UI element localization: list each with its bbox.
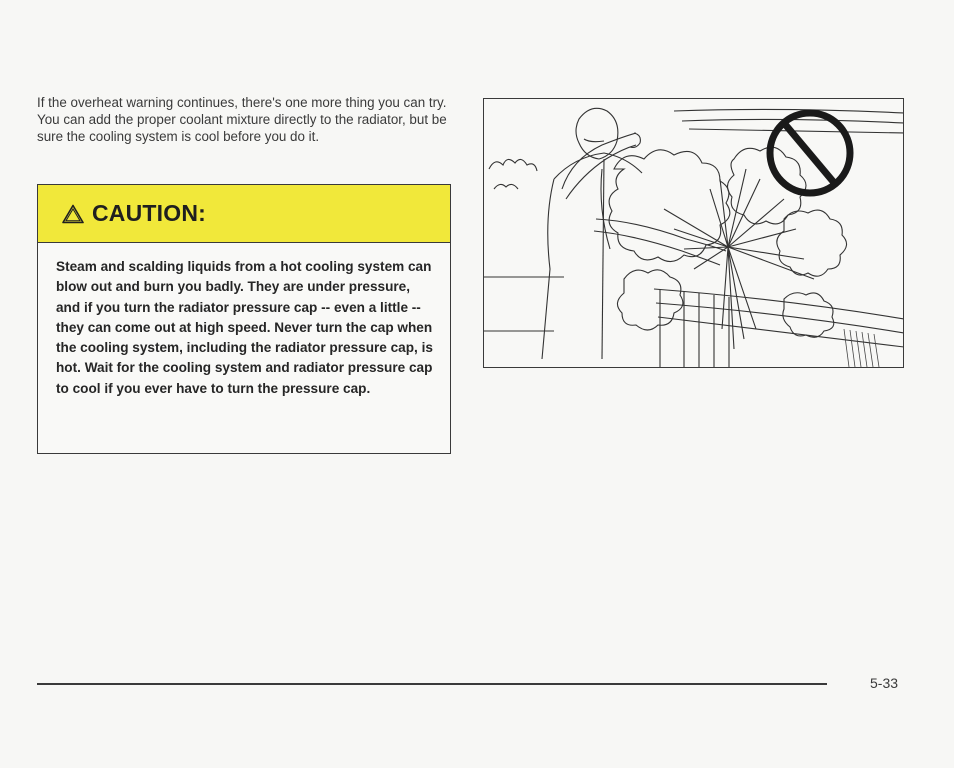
- footer-rule: [37, 683, 827, 685]
- illustration-radiator-steam: [483, 98, 904, 368]
- prohibition-icon: [762, 105, 858, 201]
- caution-box: [37, 184, 451, 454]
- warning-triangle-icon: [62, 204, 84, 224]
- intro-paragraph: If the overheat warning continues, there's one more thing you can try. You can add the proper coolant mixture directly to the radiator, but be sure the cooling system is cool before you do it.: [37, 95, 447, 144]
- caution-header: [38, 185, 450, 243]
- page-number: 5-33: [870, 675, 899, 691]
- caution-title: CAUTION:: [92, 200, 207, 226]
- caution-body: Steam and scalding liquids from a hot cooling system can blow out and burn you badly. They are under pressure, and if you turn the radiator pressure cap -- even a little -- they can come out at high speed. Never turn the cap when the cooling system, including the radiator pressure cap, is hot. Wait for the cooling system and radiator pressure cap to cool if you ever have to turn the pressure cap.: [56, 259, 433, 396]
